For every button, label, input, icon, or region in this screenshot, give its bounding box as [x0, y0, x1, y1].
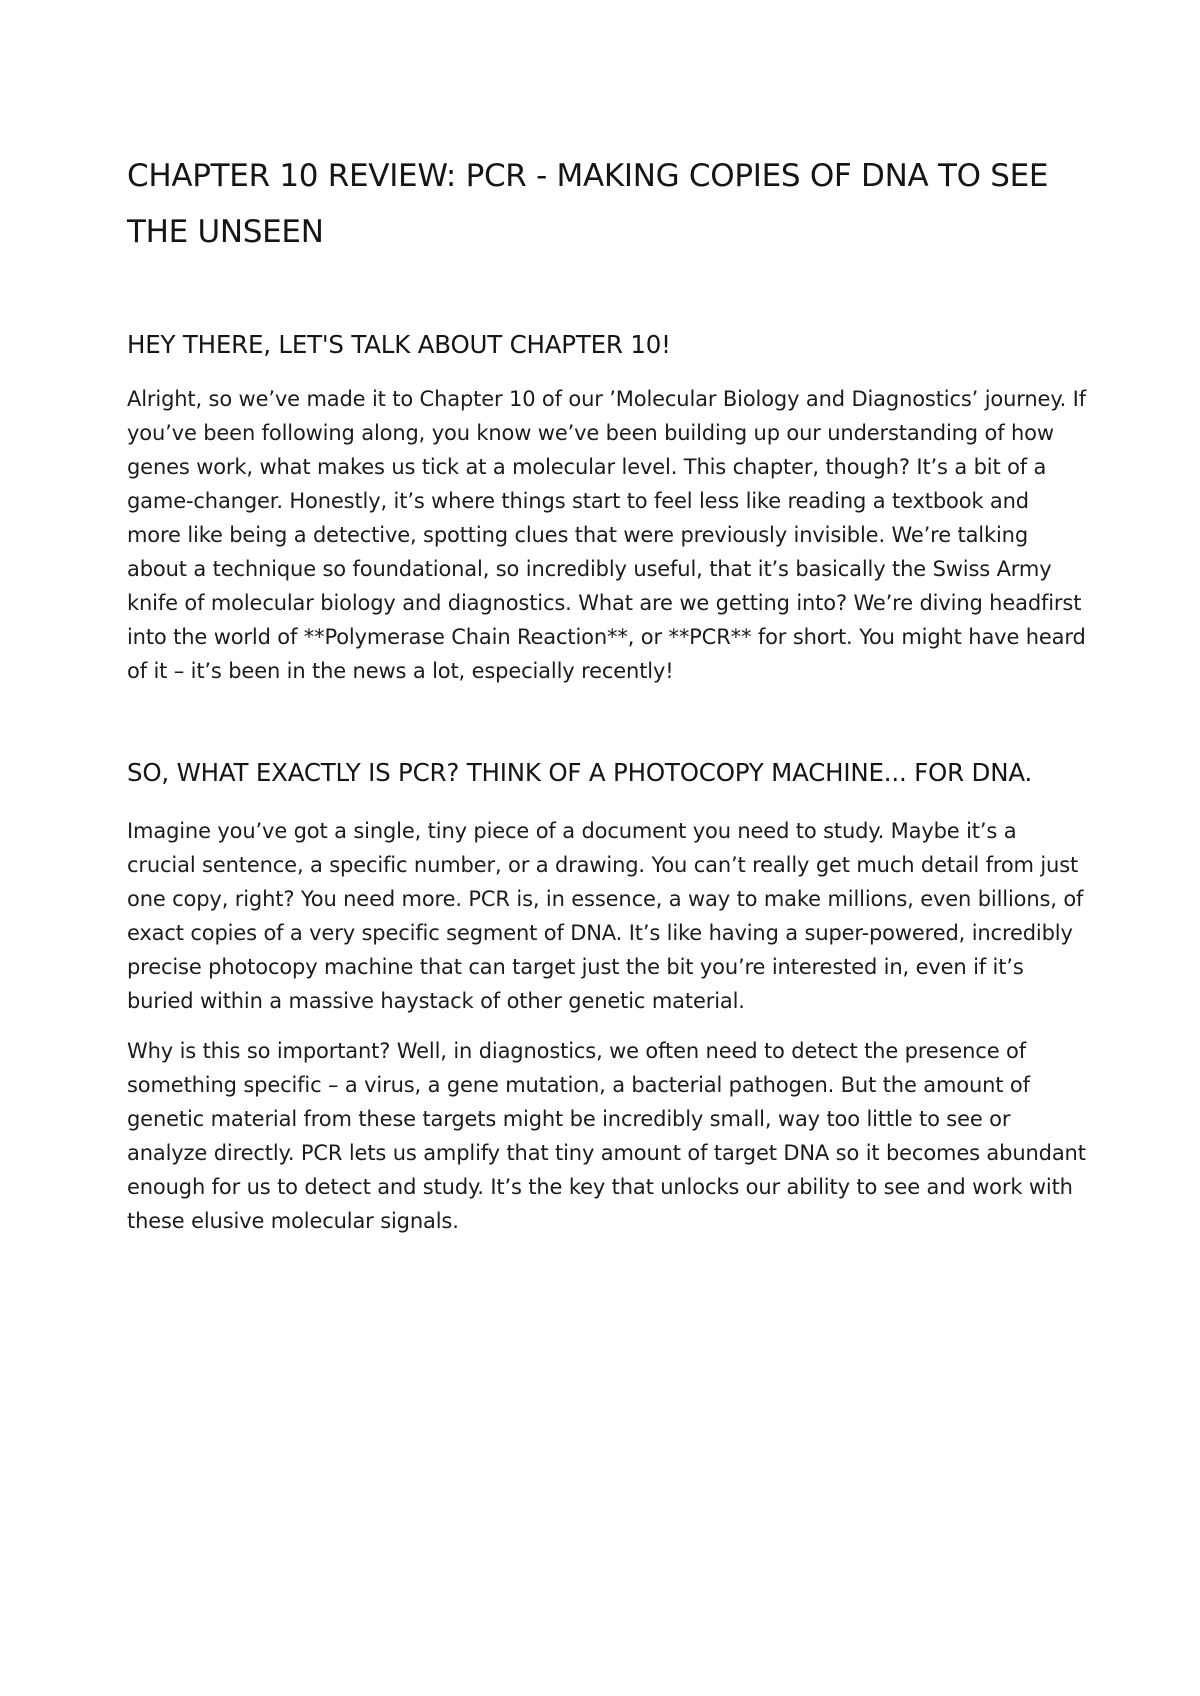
section-heading-intro: HEY THERE, LET'S TALK ABOUT CHAPTER 10!: [127, 330, 671, 359]
section-what-is-pcr-paragraph-1: Imagine you’ve got a single, tiny piece of a document you need to study. Maybe it’s a crucial sentence, a specific number, or a drawing. You can’t really get much detail from just one copy, right? You need more. PCR is, in essence, a way to make millions, even billions, of exact copies of a very specific segment of DNA. It’s like having a super-powered, incredibly precise photocopy machine that can target just the bit you’re interested in, even if it’s buried within a massive haystack of other genetic material.: [127, 819, 1084, 1013]
section-heading-what-is-pcr: SO, WHAT EXACTLY IS PCR? THINK OF A PHOTOCOPY MACHINE... FOR DNA.: [127, 758, 1033, 787]
document-body: [127, 148, 1087, 1238]
section-what-is-pcr-paragraph-2: Why is this so important? Well, in diagnostics, we often need to detect the presence of something specific – a virus, a gene mutation, a bacterial pathogen. But the amount of genetic material from these targets might be incredibly small, way too little to see or analyze directly. PCR lets us amplify that tiny amount of target DNA so it becomes abundant enough for us to detect and study. It’s the key that unlocks our ability to see and work with these elusive molecular signals.: [127, 1039, 1086, 1233]
section-intro-paragraph: Alright, so we’ve made it to Chapter 10 of our ’Molecular Biology and Diagnostics’ journey. If you’ve been following along, you know we’ve been building up our understanding of how genes work, what makes us tick at a molecular level. This chapter, though? It’s a bit of a game-changer. Honestly, it’s where things start to feel less like reading a textbook and more like being a detective, spotting clues that were previously invisible. We’re talking about a technique so foundational, so incredibly useful, that it’s basically the Swiss Army knife of molecular biology and diagnostics. What are we getting into? We’re diving headfirst into the world of **Polymerase Chain Reaction**, or **PCR** for short. You might have heard of it – it’s been in the news a lot, especially recently!: [127, 387, 1086, 683]
document-title: CHAPTER 10 REVIEW: PCR - MAKING COPIES OF DNA TO SEE THE UNSEEN: [127, 158, 1049, 250]
